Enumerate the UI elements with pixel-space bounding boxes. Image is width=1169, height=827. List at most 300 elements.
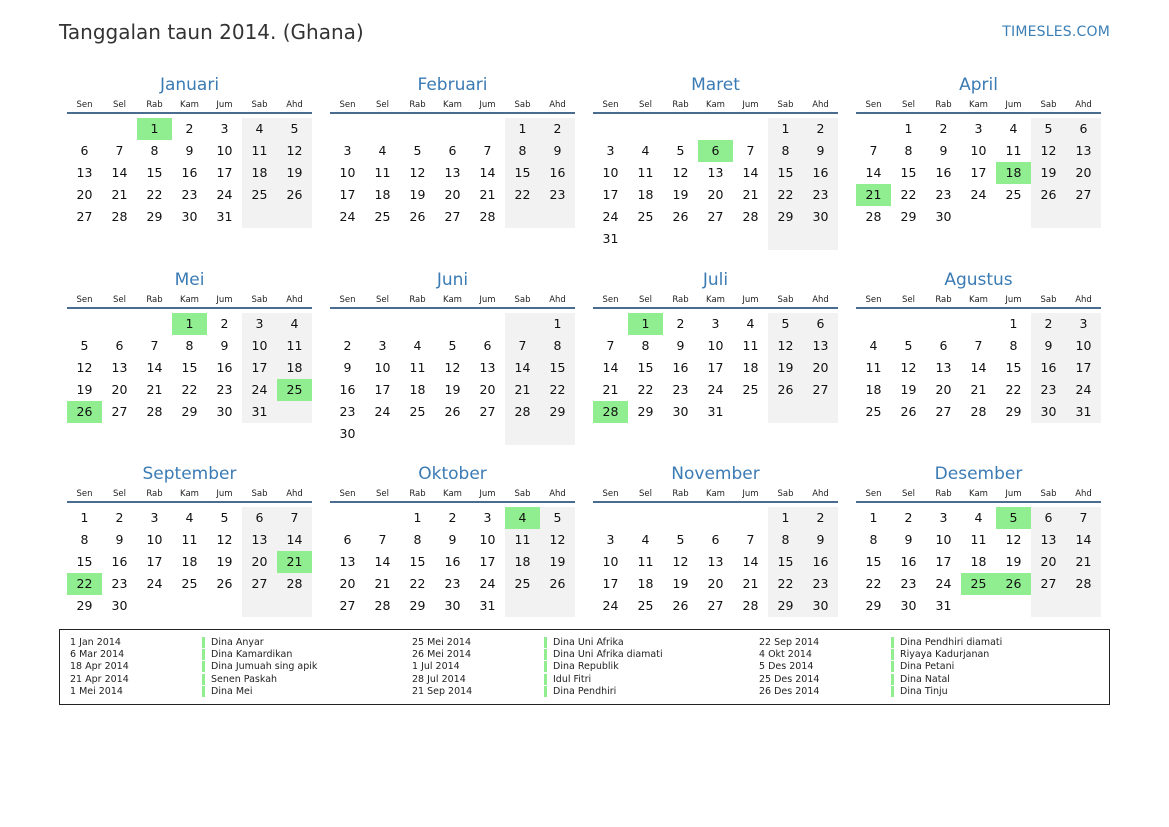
day-cell: 4	[1009, 121, 1018, 136]
day-cell: 14	[111, 165, 128, 180]
day-cell: 6	[1066, 118, 1101, 140]
holiday-day-cell: 25	[277, 379, 312, 401]
holiday-legend	[59, 629, 1110, 705]
blank-cell	[505, 206, 540, 228]
day-cell: 28	[479, 209, 496, 224]
blank-cell	[926, 313, 961, 335]
day-cell: 31	[602, 231, 619, 246]
page-title: Tanggalan taun 2014. (Ghana)	[59, 20, 364, 44]
day-cell: 9	[220, 338, 229, 353]
day-cell: 15	[768, 162, 803, 184]
weekday-label: Sen	[865, 489, 882, 499]
day-cell: 2	[115, 510, 124, 525]
weekday-label: Sel	[113, 100, 126, 110]
day-cell: 16	[339, 382, 356, 397]
day-cell: 5	[1031, 118, 1066, 140]
day-cell: 29	[900, 209, 917, 224]
day-cell: 24	[1066, 379, 1101, 401]
weekday-label: Sel	[639, 489, 652, 499]
blank-cell	[733, 507, 768, 529]
blank-cell	[856, 313, 891, 335]
blank-cell	[628, 507, 663, 529]
weekday-label: Rab	[935, 489, 952, 499]
month-name: September	[142, 464, 237, 484]
blank-cell	[996, 595, 1031, 617]
day-cell: 27	[1031, 573, 1066, 595]
day-cell: 10	[242, 335, 277, 357]
weekday-label: Sen	[602, 489, 619, 499]
day-cell: 17	[602, 187, 619, 202]
day-grid	[593, 114, 838, 250]
day-cell: 20	[242, 551, 277, 573]
blank-cell	[172, 595, 207, 617]
day-cell: 22	[768, 573, 803, 595]
day-cell: 27	[935, 404, 952, 419]
holiday-day-cell: 21	[277, 551, 312, 573]
month-juli	[593, 267, 838, 423]
day-cell: 13	[707, 165, 724, 180]
blank-cell	[435, 423, 470, 445]
day-cell: 30	[900, 598, 917, 613]
day-cell: 12	[900, 360, 917, 375]
blank-cell	[996, 206, 1031, 228]
blank-cell	[207, 595, 242, 617]
holiday-date: 1 Mei 2014	[70, 686, 123, 698]
day-cell: 7	[869, 143, 878, 158]
day-cell: 16	[672, 360, 689, 375]
day-cell: 27	[479, 404, 496, 419]
legend-item	[749, 673, 1090, 685]
day-grid	[593, 309, 838, 423]
holiday-color-marker	[202, 686, 205, 697]
day-cell: 29	[1005, 404, 1022, 419]
day-cell: 14	[277, 529, 312, 551]
holiday-color-marker	[891, 686, 894, 697]
day-cell: 19	[1031, 162, 1066, 184]
blank-cell	[242, 206, 277, 228]
day-cell: 29	[181, 404, 198, 419]
day-cell: 17	[374, 382, 391, 397]
day-cell: 1	[413, 510, 422, 525]
day-cell: 23	[803, 573, 838, 595]
day-cell: 29	[540, 401, 575, 423]
blank-cell	[628, 118, 663, 140]
day-cell: 16	[540, 162, 575, 184]
weekday-label: Ahd	[812, 100, 829, 110]
legend-item	[402, 673, 743, 685]
day-cell: 25	[409, 404, 426, 419]
day-cell: 30	[181, 209, 198, 224]
day-cell: 19	[672, 576, 689, 591]
holiday-name: Dina Anyar	[211, 636, 264, 648]
day-cell: 11	[865, 360, 882, 375]
holiday-date: 5 Des 2014	[759, 661, 814, 673]
day-cell: 27	[339, 598, 356, 613]
weekday-header	[593, 98, 838, 114]
day-cell: 25	[505, 573, 540, 595]
holiday-color-marker	[544, 661, 547, 672]
holiday-color-marker	[891, 674, 894, 685]
weekday-header	[856, 293, 1101, 309]
day-cell: 25	[637, 209, 654, 224]
day-cell: 29	[146, 209, 163, 224]
day-cell: 4	[974, 510, 983, 525]
day-cell: 1	[768, 118, 803, 140]
weekday-label: Ahd	[549, 100, 566, 110]
day-cell: 23	[111, 576, 128, 591]
blank-cell	[698, 228, 733, 250]
weekday-label: Kam	[180, 295, 199, 305]
day-cell: 2	[1031, 313, 1066, 335]
day-cell: 22	[865, 576, 882, 591]
day-cell: 18	[505, 551, 540, 573]
day-cell: 17	[339, 187, 356, 202]
holiday-date: 6 Mar 2014	[70, 649, 125, 661]
day-cell: 22	[146, 187, 163, 202]
day-cell: 4	[641, 143, 650, 158]
holiday-date: 1 Jan 2014	[70, 636, 121, 648]
weekday-label: Sel	[902, 100, 915, 110]
blank-cell	[733, 401, 768, 423]
day-cell: 18	[637, 187, 654, 202]
day-cell: 7	[606, 338, 615, 353]
day-cell: 1	[505, 118, 540, 140]
day-cell: 24	[479, 576, 496, 591]
day-cell: 6	[80, 143, 89, 158]
weekday-label: Sel	[113, 295, 126, 305]
holiday-day-cell: 25	[961, 573, 996, 595]
weekday-label: Sen	[602, 100, 619, 110]
day-cell: 16	[444, 554, 461, 569]
day-cell: 11	[277, 335, 312, 357]
weekday-label: Sel	[113, 489, 126, 499]
day-cell: 6	[1031, 507, 1066, 529]
holiday-date: 21 Sep 2014	[412, 686, 473, 698]
day-cell: 13	[242, 529, 277, 551]
blank-cell	[435, 118, 470, 140]
day-cell: 2	[343, 338, 352, 353]
weekday-label: Kam	[969, 295, 988, 305]
day-cell: 27	[707, 209, 724, 224]
day-cell: 7	[277, 507, 312, 529]
holiday-color-marker	[544, 674, 547, 685]
day-cell: 11	[742, 338, 759, 353]
day-cell: 27	[1066, 184, 1101, 206]
day-cell: 24	[146, 576, 163, 591]
day-cell: 16	[1031, 357, 1066, 379]
day-cell: 5	[676, 532, 685, 547]
day-cell: 28	[742, 598, 759, 613]
weekday-label: Kam	[443, 295, 462, 305]
blank-cell	[330, 118, 365, 140]
weekday-label: Jum	[479, 100, 496, 110]
day-cell: 17	[602, 576, 619, 591]
blank-cell	[1066, 595, 1101, 617]
day-cell: 21	[111, 187, 128, 202]
day-cell: 20	[707, 187, 724, 202]
day-cell: 19	[444, 382, 461, 397]
day-cell: 22	[409, 576, 426, 591]
weekday-label: Rab	[935, 100, 952, 110]
day-cell: 2	[939, 121, 948, 136]
holiday-date: 25 Mei 2014	[412, 636, 471, 648]
day-cell: 27	[707, 598, 724, 613]
holiday-name: Idul Fitri	[553, 673, 592, 685]
blank-cell	[961, 206, 996, 228]
day-cell: 21	[970, 382, 987, 397]
day-cell: 3	[220, 121, 229, 136]
blank-cell	[67, 313, 102, 335]
day-cell: 27	[76, 209, 93, 224]
day-cell: 23	[1031, 379, 1066, 401]
day-cell: 21	[479, 187, 496, 202]
day-cell: 30	[444, 598, 461, 613]
weekday-label: Sen	[76, 295, 93, 305]
day-cell: 13	[935, 360, 952, 375]
day-cell: 23	[803, 184, 838, 206]
day-cell: 6	[483, 338, 492, 353]
holiday-day-cell: 6	[698, 140, 733, 162]
weekday-label: Sab	[251, 295, 268, 305]
blank-cell	[891, 313, 926, 335]
day-cell: 15	[409, 554, 426, 569]
day-cell: 31	[242, 401, 277, 423]
blank-cell	[400, 118, 435, 140]
weekday-label: Sen	[339, 100, 356, 110]
day-cell: 14	[865, 165, 882, 180]
weekday-label: Kam	[706, 489, 725, 499]
holiday-date: 25 Des 2014	[759, 673, 820, 685]
holiday-name: Dina Uni Afrika	[553, 636, 624, 648]
day-cell: 9	[343, 360, 352, 375]
day-cell: 19	[277, 162, 312, 184]
day-cell: 10	[935, 532, 952, 547]
holiday-name: Dina Uni Afrika diamati	[553, 649, 663, 661]
day-cell: 17	[1066, 357, 1101, 379]
holiday-name: Dina Pendhiri diamati	[900, 636, 1003, 648]
weekday-label: Sab	[777, 489, 794, 499]
weekday-header	[67, 487, 312, 503]
day-cell: 22	[900, 187, 917, 202]
weekday-label: Sab	[514, 295, 531, 305]
month-maret	[593, 72, 838, 250]
day-cell: 31	[216, 209, 233, 224]
blank-cell	[768, 228, 803, 250]
day-cell: 19	[540, 551, 575, 573]
weekday-label: Sen	[76, 489, 93, 499]
holiday-color-marker	[544, 637, 547, 648]
day-cell: 8	[1009, 338, 1018, 353]
day-cell: 15	[181, 360, 198, 375]
day-cell: 11	[242, 140, 277, 162]
day-cell: 14	[374, 554, 391, 569]
day-cell: 8	[150, 143, 159, 158]
day-cell: 12	[672, 554, 689, 569]
day-cell: 13	[1031, 529, 1066, 551]
weekday-label: Sen	[865, 100, 882, 110]
day-cell: 12	[768, 335, 803, 357]
blank-cell	[698, 507, 733, 529]
month-april	[856, 72, 1101, 228]
day-cell: 20	[707, 576, 724, 591]
day-cell: 20	[111, 382, 128, 397]
day-grid	[330, 114, 575, 228]
holiday-date: 22 Sep 2014	[759, 636, 820, 648]
day-cell: 12	[76, 360, 93, 375]
day-cell: 6	[343, 532, 352, 547]
day-cell: 2	[220, 316, 229, 331]
day-cell: 10	[602, 554, 619, 569]
weekday-label: Ahd	[286, 100, 303, 110]
day-cell: 29	[409, 598, 426, 613]
day-grid	[593, 503, 838, 617]
weekday-label: Jum	[1005, 100, 1022, 110]
day-cell: 23	[900, 576, 917, 591]
blank-cell	[277, 595, 312, 617]
day-cell: 6	[115, 338, 124, 353]
legend-column	[402, 636, 743, 698]
day-cell: 25	[637, 598, 654, 613]
legend-item	[749, 648, 1090, 660]
day-cell: 29	[768, 595, 803, 617]
blank-cell	[365, 507, 400, 529]
holiday-color-marker	[544, 649, 547, 660]
blank-cell	[505, 313, 540, 335]
day-cell: 15	[768, 551, 803, 573]
blank-cell	[505, 595, 540, 617]
site-link[interactable]: TIMESLES.COM	[1002, 24, 1110, 40]
weekday-label: Rab	[409, 100, 426, 110]
day-cell: 5	[277, 118, 312, 140]
day-cell: 20	[803, 357, 838, 379]
blank-cell	[663, 507, 698, 529]
day-cell: 17	[935, 554, 952, 569]
holiday-name: Dina Pendhiri	[553, 686, 617, 698]
day-cell: 25	[181, 576, 198, 591]
day-cell: 19	[672, 187, 689, 202]
day-cell: 17	[707, 360, 724, 375]
day-cell: 7	[1066, 507, 1101, 529]
blank-cell	[470, 313, 505, 335]
day-grid	[330, 503, 575, 617]
day-cell: 12	[216, 532, 233, 547]
weekday-label: Sel	[639, 295, 652, 305]
day-grid	[856, 309, 1101, 423]
weekday-label: Jum	[479, 295, 496, 305]
weekday-label: Jum	[742, 489, 759, 499]
day-grid	[330, 309, 575, 445]
day-cell: 15	[900, 165, 917, 180]
day-cell: 7	[746, 532, 755, 547]
day-cell: 4	[746, 316, 755, 331]
day-cell: 9	[540, 140, 575, 162]
month-name: Oktober	[418, 464, 487, 484]
legend-item	[749, 661, 1090, 673]
day-cell: 15	[540, 357, 575, 379]
month-name: Juli	[702, 270, 729, 290]
blank-cell	[593, 313, 628, 335]
day-cell: 20	[1031, 551, 1066, 573]
day-cell: 9	[904, 532, 913, 547]
day-cell: 29	[865, 598, 882, 613]
weekday-label: Sab	[777, 295, 794, 305]
day-cell: 24	[374, 404, 391, 419]
day-cell: 22	[1005, 382, 1022, 397]
day-cell: 21	[146, 382, 163, 397]
day-cell: 23	[216, 382, 233, 397]
day-cell: 2	[904, 510, 913, 525]
day-cell: 23	[339, 404, 356, 419]
weekday-label: Rab	[409, 489, 426, 499]
blank-cell	[365, 118, 400, 140]
day-cell: 23	[540, 184, 575, 206]
holiday-date: 4 Okt 2014	[759, 649, 812, 661]
day-cell: 14	[146, 360, 163, 375]
weekday-label: Rab	[146, 489, 163, 499]
day-cell: 26	[1031, 184, 1066, 206]
day-cell: 30	[339, 426, 356, 441]
day-cell: 8	[768, 140, 803, 162]
blank-cell	[593, 507, 628, 529]
weekday-header	[67, 98, 312, 114]
holiday-name: Dina Jumuah sing apik	[211, 661, 318, 673]
day-cell: 5	[540, 507, 575, 529]
day-grid	[67, 114, 312, 228]
day-cell: 27	[111, 404, 128, 419]
weekday-label: Sab	[514, 489, 531, 499]
weekday-header	[330, 293, 575, 309]
holiday-date: 26 Mei 2014	[412, 649, 471, 661]
weekday-label: Ahd	[1075, 295, 1092, 305]
day-cell: 6	[803, 313, 838, 335]
weekday-header	[67, 293, 312, 309]
weekday-label: Kam	[969, 100, 988, 110]
day-cell: 23	[444, 576, 461, 591]
day-cell: 26	[444, 404, 461, 419]
holiday-name: Senen Paskah	[211, 673, 278, 685]
day-cell: 13	[111, 360, 128, 375]
holiday-color-marker	[202, 649, 205, 660]
day-cell: 16	[900, 554, 917, 569]
day-cell: 8	[505, 140, 540, 162]
day-cell: 2	[803, 507, 838, 529]
month-name: Agustus	[944, 270, 1013, 290]
holiday-color-marker	[202, 674, 205, 685]
day-cell: 12	[277, 140, 312, 162]
day-cell: 18	[374, 187, 391, 202]
blank-cell	[400, 423, 435, 445]
day-cell: 7	[746, 143, 755, 158]
day-cell: 3	[1066, 313, 1101, 335]
holiday-date: 26 Des 2014	[759, 686, 820, 698]
day-grid	[67, 309, 312, 423]
day-cell: 8	[413, 532, 422, 547]
day-cell: 8	[540, 335, 575, 357]
legend-item	[60, 636, 401, 648]
weekday-header	[330, 487, 575, 503]
day-cell: 18	[970, 554, 987, 569]
day-cell: 6	[242, 507, 277, 529]
holiday-date: 21 Apr 2014	[70, 673, 129, 685]
day-cell: 1	[540, 313, 575, 335]
day-cell: 12	[444, 360, 461, 375]
blank-cell	[733, 228, 768, 250]
day-cell: 8	[768, 529, 803, 551]
weekday-label: Sab	[1040, 100, 1057, 110]
day-cell: 1	[768, 507, 803, 529]
weekday-label: Sab	[1040, 295, 1057, 305]
weekday-header	[330, 98, 575, 114]
